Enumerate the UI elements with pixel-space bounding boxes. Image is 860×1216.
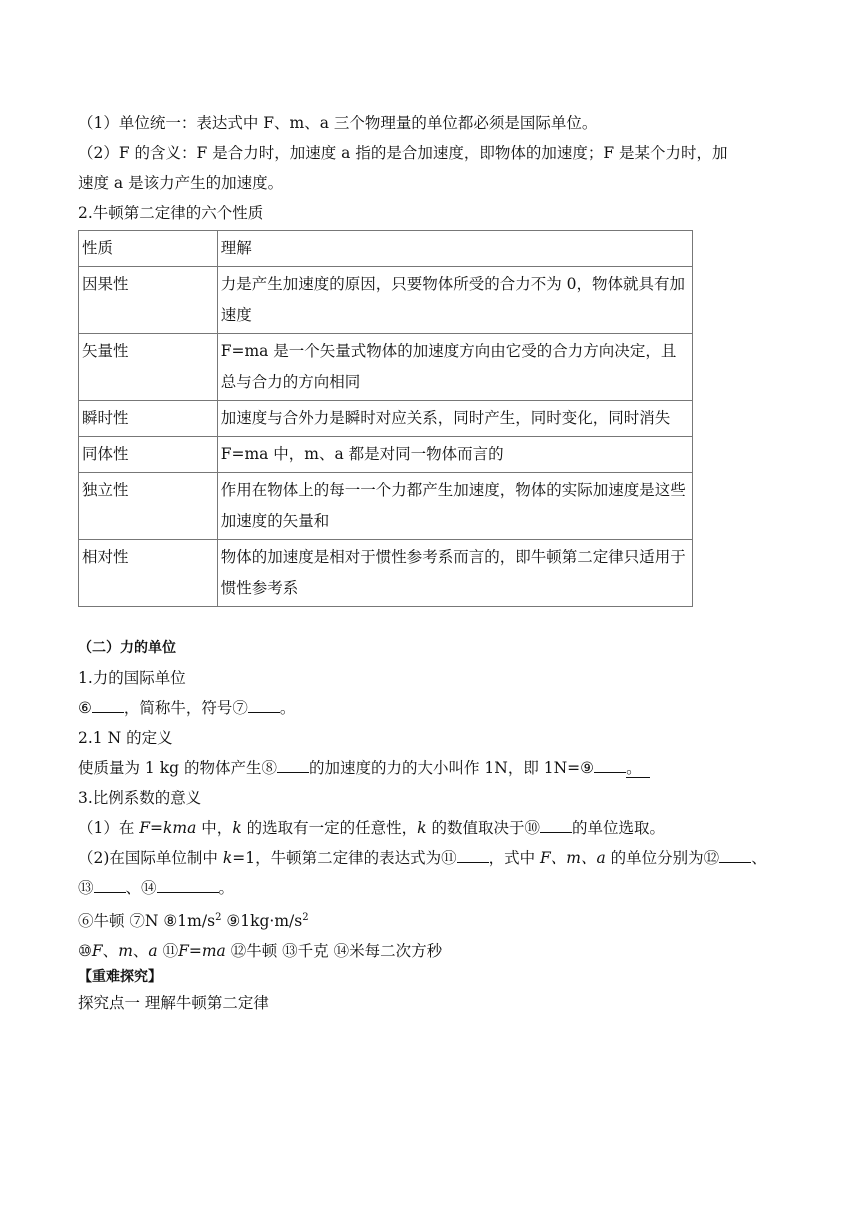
blank-12 (719, 844, 751, 863)
coefficient-meaning-title: 3.比例系数的意义 (78, 789, 202, 807)
answer-line-1: ⑥牛顿 ⑦N $⑧1m/s^2$ $⑨1kg\cdot m/s^2$ (78, 912, 309, 931)
table-row (79, 437, 693, 473)
intl-unit-title: 1.力的国际单位 (78, 669, 186, 687)
property-name: 矢量性 (79, 334, 218, 401)
newton-definition-title: 2.1 N 的定义 (78, 729, 173, 747)
answer-line-2: ⑩F、m、a ⑪F=ma ⑫牛顿 ⑬千克 ⑭米每二次方秒 (78, 942, 443, 961)
property-name: 相对性 (79, 540, 218, 607)
property-desc: 物体的加速度是相对于惯性参考系而言的，即牛顿第二定律只适用于惯性参考系 (217, 540, 692, 607)
table-row (79, 401, 693, 437)
property-desc: F=ma 是一个矢量式物体的加速度方向由它受的合力方向决定，且总与合力的方向相同 (217, 334, 692, 401)
unit-consistency-paragraph: （1）单位统一：表达式中 F、m、a 三个物理量的单位都必须是国际单位。 (78, 114, 598, 132)
section-six-properties-title: 2.牛顿第二定律的六个性质 (78, 204, 264, 222)
property-desc: 加速度与合外力是瞬时对应关系，同时产生，同时变化，同时消失 (217, 401, 692, 437)
property-name: 因果性 (79, 267, 218, 334)
property-desc: 作用在物体上的每一一个力都产生加速度，物体的实际加速度是这些加速度的矢量和 (217, 473, 692, 540)
explore-heading: 【重难探究】 (78, 969, 162, 986)
blank-14 (157, 874, 219, 893)
blank-13 (94, 874, 126, 893)
property-desc: 力是产生加速度的原因，只要物体所受的合力不为 0，物体就具有加速度 (217, 267, 692, 334)
blank-11 (457, 844, 489, 863)
blank-7 (248, 694, 280, 713)
table-header-row (79, 231, 693, 267)
property-name: 独立性 (79, 473, 218, 540)
force-unit-heading: （二）力的单位 (78, 640, 176, 656)
newton-definition-fill-line: 使质量为 1 kg 的物体产生⑧ 的加速度的力的大小叫作 1N，即 1N=⑨ 。 (78, 753, 788, 783)
f-meaning-line-1: （2）F 的含义：F 是合力时，加速度 a 指的是合加速度，即物体的加速度；F 是某个力时，加 (78, 144, 728, 162)
coefficient-line-2: （2)在国际单位制中 k=1，牛顿第二定律的表达式为⑪ ，式中 F、m、a 的单位分别为⑫ 、 (78, 843, 788, 873)
f-meaning-line-2: 速度 a 是该力产生的加速度。 (78, 174, 284, 192)
property-desc: F=ma 中，m、a 都是对同一物体而言的 (217, 437, 692, 473)
blank-9 (594, 754, 626, 773)
table-row (79, 540, 693, 607)
property-name: 同体性 (79, 437, 218, 473)
table-row (79, 334, 693, 401)
blank-8 (277, 754, 309, 773)
coefficient-line-3: ⑬ 、⑭ 。 (78, 873, 788, 903)
coefficient-line-1: （1）在 F=kma 中，k 的选取有一定的任意性，k 的数值取决于⑩ 的单位选取。 (78, 813, 788, 843)
document-page (78, 108, 788, 1018)
intl-unit-fill-line: ⑥ ，简称牛，符号⑦ 。 (78, 693, 788, 723)
explore-point-1: 探究点一 理解牛顿第二定律 (78, 994, 269, 1013)
blank-10 (540, 814, 572, 833)
properties-table (78, 230, 693, 607)
blank-6 (92, 694, 124, 713)
table-row (79, 473, 693, 540)
header-understanding: 理解 (217, 231, 692, 267)
header-property: 性质 (79, 231, 218, 267)
property-name: 瞬时性 (79, 401, 218, 437)
table-row (79, 267, 693, 334)
